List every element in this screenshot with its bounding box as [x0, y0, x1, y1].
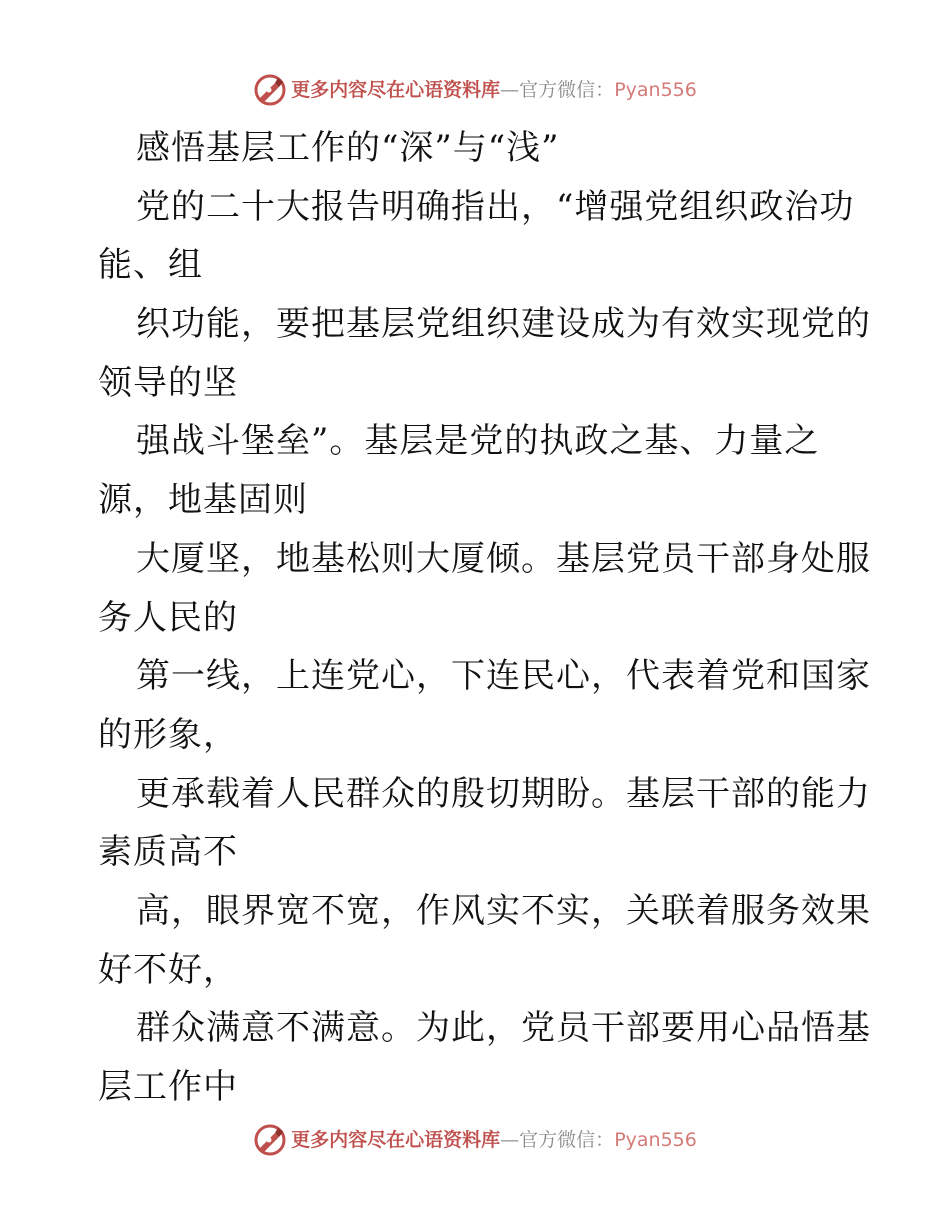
text-line: 的形象， — [98, 714, 238, 755]
text-line: 务人民的 — [98, 597, 238, 638]
text-line: 能、组 — [98, 245, 203, 286]
text-line: 源，地基固则 — [98, 480, 308, 521]
text-line: 强战斗堡垒”。基层是党的执政之基、力量之 — [136, 421, 820, 462]
document-body — [98, 119, 871, 1117]
watermark-text — [291, 78, 697, 101]
watermark-dash: — — [500, 1128, 520, 1151]
header-watermark — [0, 70, 950, 110]
watermark-id: Pyan556 — [614, 78, 697, 101]
text-line: 织功能，要把基层党组织建设成为有效实现党的 — [136, 304, 871, 345]
watermark-main: 更多内容尽在心语资料库 — [291, 1128, 501, 1151]
watermark-official: 官方微信： — [519, 78, 615, 101]
watermark-id: Pyan556 — [614, 1128, 697, 1151]
text-line: 好不好， — [98, 949, 238, 990]
watermark-main: 更多内容尽在心语资料库 — [291, 78, 501, 101]
text-line: 党的二十大报告明确指出，“增强党组织政治功 — [136, 186, 855, 227]
pen-logo-icon — [253, 73, 287, 107]
text-line: 群众满意不满意。为此，党员干部要用心品悟基 — [136, 1008, 871, 1049]
text-line: 素质高不 — [98, 832, 238, 873]
text-line: 大厦坚，地基松则大厦倾。基层党员干部身处服 — [136, 538, 871, 579]
text-line: 高，眼界宽不宽，作风实不实，关联着服务效果 — [136, 890, 871, 931]
footer-watermark — [0, 1120, 950, 1160]
watermark-text — [291, 1128, 697, 1151]
document-title: 感悟基层工作的“深”与“浅” — [136, 128, 560, 168]
text-line: 领导的坚 — [98, 362, 238, 403]
text-line: 第一线，上连党心，下连民心，代表着党和国家 — [136, 656, 871, 697]
text-line: 层工作中 — [98, 1067, 238, 1107]
pen-logo-icon — [253, 1123, 287, 1157]
watermark-dash: — — [500, 78, 520, 101]
text-line: 更承载着人民群众的殷切期盼。基层干部的能力 — [136, 773, 871, 814]
watermark-official: 官方微信： — [519, 1128, 615, 1151]
